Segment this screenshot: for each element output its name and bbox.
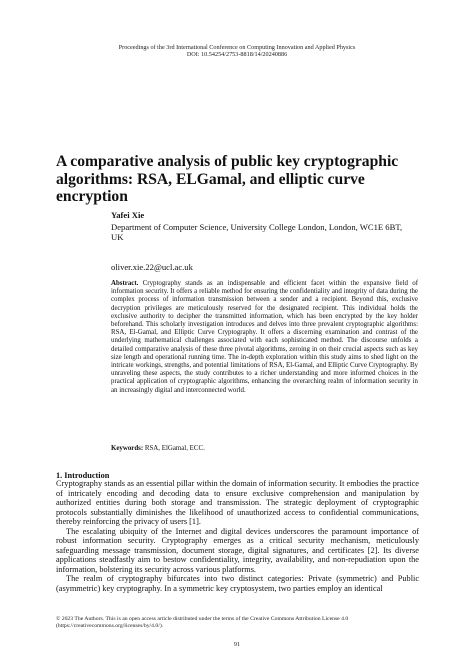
proceedings-header: Proceedings of the 3rd International Conference on Computing Innovation and Applied Physics	[118, 44, 356, 51]
paragraph: The escalating ubiquity of the Internet and digital devices underscores the paramount importance of robust information security. Cryptography emerges as a critical security mechanism, meticulously safeguarding message transmission, document storage, digital signatures, and certificates [2]. Its diverse applications steadfastly aim to bestow confidentiality, integrity, availability, and non-repudiation upon the information, bolstering its security across various platforms.	[56, 526, 419, 574]
keywords-text: RSA, ElGamal, ECC.	[143, 445, 205, 452]
keywords	[111, 445, 205, 453]
abstract-text: Cryptography stands as an indispensable and efficient facet within the expansive field of information security. It offers a reliable method for ensuring the confidentiality and integrity of data during the complex process of information transmission between a sender and a recipient. Beyond this, exclusive decryption privileges are meticulously reserved for the designated recipient. This individual holds the exclusive authority to decipher the transmitted information, which has been encrypted by the key holder beforehand. This scholarly investigation introduces and delves into three prevalent cryptographic algorithms: RSA, El-Gamal, and Elliptic Curve Cryptography. It offers a discerning examination and contrast of the underlying mathematical challenges associated with each sophisticated method. The discourse unfolds a detailed comparative analysis of these three pivotal algorithms, zeroing in on their crucial aspects such as key size length and operational running time. The in-depth exploration within this study aims to shed light on the intricate workings, strengths, and potential limitations of RSA, El-Gamal, and Elliptic Curve Cryptography. By unraveling these aspects, the study contributes to a richer understanding and more informed choices in the practical application of cryptographic algorithms, enhancing the overarching realm of information security in an increasingly digital and interconnected world.	[111, 280, 418, 394]
author-affiliation: Department of Computer Science, University College London, London, WC1E 6BT, UK	[111, 222, 403, 243]
section-heading: 1. Introduction	[56, 471, 110, 480]
keywords-label: Keywords:	[111, 445, 144, 452]
author-name: Yafei Xie	[111, 210, 145, 220]
page-number: 91	[233, 641, 241, 648]
paragraph: Cryptography stands as an essential pillar within the domain of information security. It embodies the practice of intricately encoding and decoding data to ensure exclusive comprehension and manipulation by authorized entities during both storage and transmission. The strategic deployment of cryptographic protocols substantially diminishes the likelihood of unauthorized access to confidential communications, thereby reinforcing the privacy of users [1].	[56, 479, 419, 527]
paper-title: A comparative analysis of public key cryptographic algorithms: RSA, ELGamal, and elliptic curve encryption	[56, 153, 399, 205]
abstract-label: Abstract.	[111, 280, 139, 287]
author-email[interactable]: oliver.xie.22@ucl.ac.uk	[111, 262, 193, 272]
doi-header: DOI: 10.54254/2753-8818/14/20240886	[186, 51, 288, 58]
license-note: © 2023 The Authors. This is an open access article distributed under the terms of the Creative Commons Attribution License 4.0 (https://creativecommons.org/licenses/by/4.0/).	[56, 616, 349, 629]
section-body	[56, 479, 419, 594]
paragraph: The realm of cryptography bifurcates into two distinct categories: Private (symmetric) and Public (asymmetric) key cryptography. In a symmetric key cryptosystem, two parties employ an identical	[56, 574, 419, 594]
abstract	[111, 280, 418, 395]
